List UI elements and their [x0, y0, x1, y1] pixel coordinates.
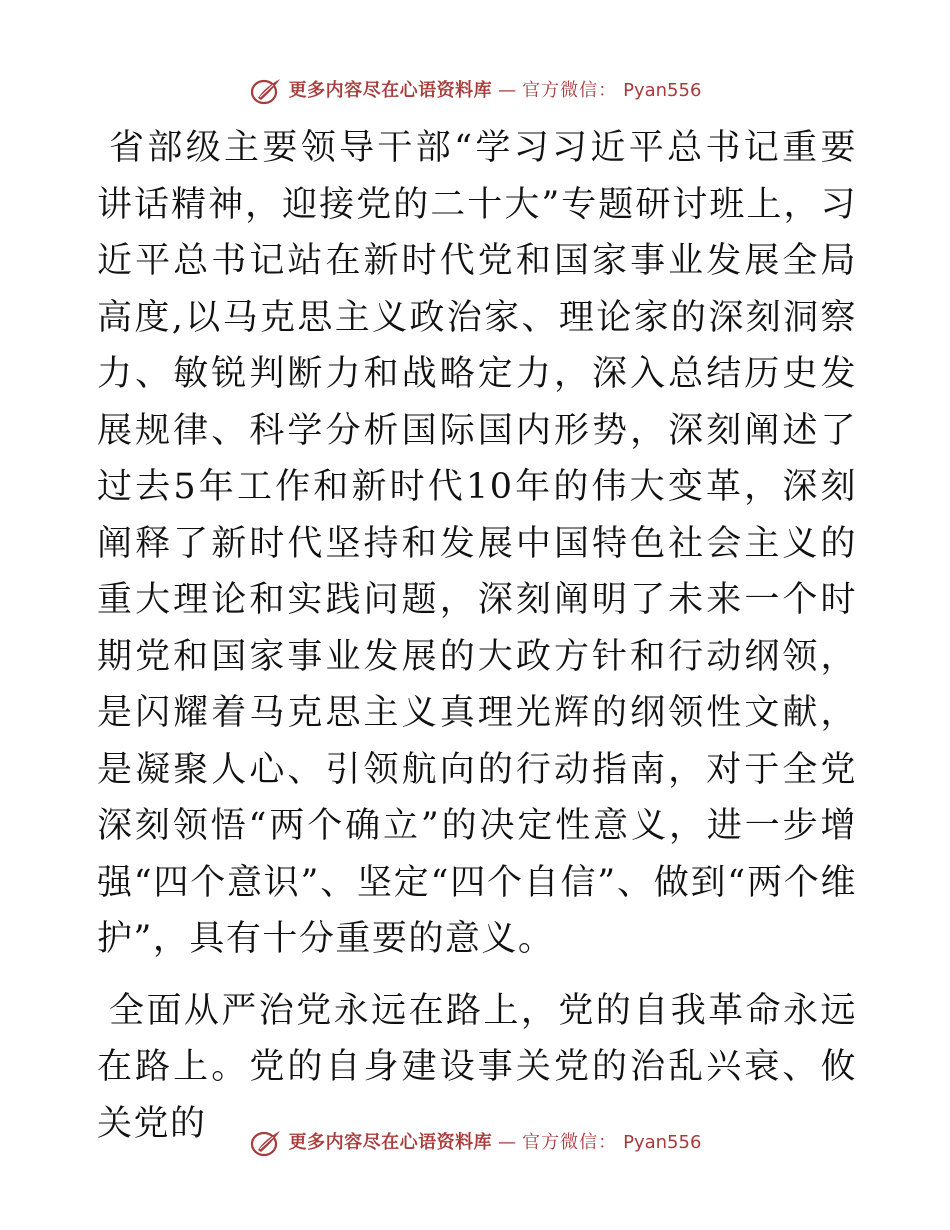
paragraph-2: 全面从严治党永远在路上，党的自我革命永远在路上。党的自身建设事关党的治乱兴衰、攸关党的 [97, 990, 857, 1144]
header-watermark [0, 76, 950, 106]
watermark-wechat-label: 官方微信： [522, 80, 618, 101]
watermark-brand-text: 更多内容尽在心语资料库 [288, 1132, 493, 1153]
document-body [97, 120, 857, 1152]
footer-watermark [0, 1128, 950, 1158]
watermark-wechat-label: 官方微信： [522, 1132, 618, 1153]
watermark-brand-text: 更多内容尽在心语资料库 [288, 80, 493, 101]
watermark-dash: — [498, 80, 517, 101]
quill-logo-icon [249, 76, 283, 106]
watermark-wechat-id: Pyan556 [623, 1132, 702, 1153]
paragraph-1: 省部级主要领导干部“学习习近平总书记重要讲话精神，迎接党的二十大”专题研讨班上，习近平总书记站在新时代党和国家事业发展全局高度,以马克思主义政治家、理论家的深刻洞察力、敏锐判断力和战略定力，深入总结历史发展规律、科学分析国际国内形势，深刻阐述了过去5年工作和新时代10年的伟大变革，深刻阐释了新时代坚持和发展中国特色社会主义的重大理论和实践问题，深刻阐明了未来一个时期党和国家事业发展的大政方针和行动纲领，是闪耀着马克思主义真理光辉的纲领性文献，是凝聚人心、引领航向的行动指南，对于全党深刻领悟“两个确立”的决定性意义，进一步增强“四个意识”、坚定“四个自信”、做到“两个维护”，具有十分重要的意义。 [97, 128, 857, 959]
watermark-wechat-id: Pyan556 [623, 80, 702, 101]
watermark-dash: — [498, 1132, 517, 1153]
quill-logo-icon [249, 1128, 283, 1158]
